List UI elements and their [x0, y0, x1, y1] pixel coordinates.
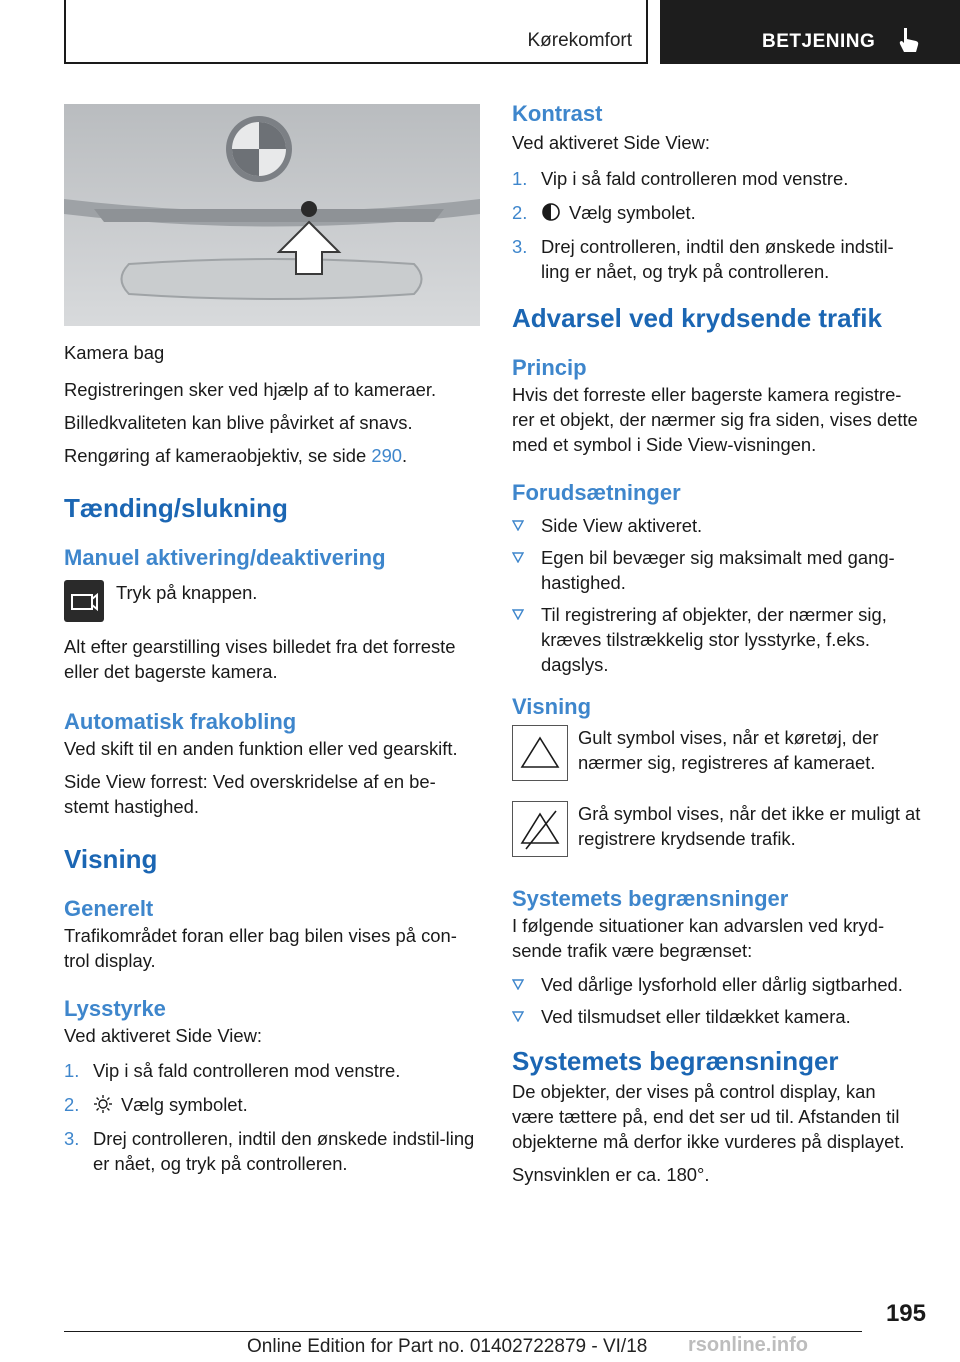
header-section-title: Kørekomfort — [527, 30, 632, 51]
paragraph: Ved aktiveret Side View: — [64, 1025, 262, 1046]
paragraph: I følgende situationer kan advarslen ved kryd-sende trafik være begrænset: — [512, 915, 885, 961]
header-chapter-tab — [660, 0, 960, 64]
heading-manual: Manuel aktivering/deaktivering — [64, 545, 386, 570]
step-text: Vip i så fald controlleren mod venstre. — [93, 1060, 401, 1081]
paragraph: Alt efter gearstilling vises billedet fra det forreste eller det bagerste kamera. — [64, 636, 456, 682]
heading-advarsel: Advarsel ved krydsende trafik — [512, 303, 882, 333]
step-number: 3. — [64, 1128, 80, 1149]
grey-symbol-text: Grå symbol vises, når det ikke er muligt at registrere krydsende trafik. — [578, 803, 921, 849]
heading-auto: Automatisk frakobling — [64, 709, 297, 734]
step-number: 2. — [512, 202, 528, 223]
paragraph: Billedkvaliteten kan blive påvirket af snavs. — [64, 412, 413, 433]
paragraph: Trafikområdet foran eller bag bilen vises på con-trol display. — [64, 925, 457, 971]
grey-symbol-row — [512, 801, 922, 857]
rear-camera-photo — [64, 104, 480, 326]
list-item-text: Ved dårlige lysforhold eller dårlig sigtbarhed. — [541, 974, 903, 995]
heading-begraensninger-1: Systemets begrænsninger — [512, 886, 789, 911]
triangle-bullet-icon — [512, 979, 524, 990]
page-link[interactable]: 290 — [371, 445, 403, 466]
list-item — [512, 545, 922, 595]
yellow-symbol-row — [512, 725, 922, 781]
list-item — [512, 234, 922, 284]
triangle-bullet-icon — [512, 552, 524, 563]
heading-begraensninger-2: Systemets begrænsninger — [512, 1046, 839, 1076]
heading-generelt: Generelt — [64, 896, 154, 921]
kontrast-steps — [512, 166, 922, 284]
step-number: 3. — [512, 236, 528, 257]
step-text: Vælg symbolet. — [569, 202, 696, 223]
list-item — [512, 972, 922, 997]
list-item-text: Ved tilsmudset eller tildækket kamera. — [541, 1006, 851, 1027]
heading-forudsaetninger: Forudsætninger — [512, 480, 681, 505]
heading-lysstyrke: Lysstyrke — [64, 996, 166, 1021]
list-item — [512, 513, 922, 538]
list-item-text: Til registrering af objekter, der nærmer sig, kræves tilstrækkelig stor lysstyrke, f.eks. dagslys. — [541, 604, 887, 675]
watermark: rsonline.info — [688, 1334, 808, 1356]
heading-visning: Visning — [64, 844, 158, 874]
left-column — [64, 104, 480, 1185]
list-item — [512, 602, 922, 677]
heading-visning-right: Visning — [512, 694, 592, 719]
yellow-symbol-text: Gult symbol vises, når et køretøj, der nærmer sig, registreres af kameraet. — [578, 727, 879, 773]
paragraph-text: Rengøring af kameraobjektiv, se side — [64, 445, 372, 466]
step-number: 1. — [64, 1060, 80, 1081]
side-view-button-icon — [64, 580, 104, 622]
footer-divider — [64, 1331, 862, 1332]
begraensninger-list — [512, 972, 922, 1029]
list-item — [512, 166, 922, 191]
lysstyrke-steps — [64, 1058, 480, 1176]
paragraph: Synsvinklen er ca. 180°. — [512, 1164, 710, 1185]
right-column — [512, 100, 922, 1187]
paragraph: Side View forrest: Ved overskridelse af en be-stemt hastighed. — [64, 771, 436, 817]
warning-triangle-crossed-icon — [512, 801, 568, 857]
header-section-tab — [64, 0, 648, 64]
paragraph: Ved aktiveret Side View: — [512, 132, 710, 153]
paragraph: Ved skift til en anden funktion eller ved gearskift. — [64, 738, 458, 759]
heading-princip: Princip — [512, 355, 587, 380]
list-item — [64, 1126, 480, 1176]
forudsaetninger-list — [512, 513, 922, 677]
pointing-hand-icon — [898, 26, 920, 54]
step-text: Drej controlleren, indtil den ønskede indstil-ling er nået, og tryk på controlleren. — [541, 236, 894, 282]
step-number: 1. — [512, 168, 528, 189]
list-item — [512, 200, 922, 225]
paragraph: Hvis det forreste eller bagerste kamera registre-rer et objekt, der nærmer sig fra siden, vises dette med et symbol i Side View-visningen. — [512, 384, 918, 455]
list-item — [64, 1092, 480, 1117]
step-text: Vip i så fald controlleren mod venstre. — [541, 168, 849, 189]
manual-button-row — [64, 580, 480, 622]
step-number: 2. — [64, 1094, 80, 1115]
paragraph-cleaning — [64, 443, 480, 468]
list-item — [512, 1004, 922, 1029]
heading-kontrast: Kontrast — [512, 101, 603, 126]
list-item — [64, 1058, 480, 1083]
triangle-bullet-icon — [512, 520, 524, 531]
paragraph: De objekter, der vises på control display, kan være tættere på, end det ser ud til. Afstanden til objekterne må derfor ikke vurderes på displayet. — [512, 1081, 905, 1152]
warning-triangle-icon — [512, 725, 568, 781]
footer-edition: Online Edition for Part no. 01402722879 - VI/18 — [247, 1336, 648, 1357]
brightness-icon — [93, 1094, 113, 1114]
page-number: 195 — [885, 1300, 926, 1327]
paragraph-end: . — [402, 445, 408, 466]
header-chapter-title: BETJENING — [762, 31, 876, 52]
photo-caption: Kamera bag — [64, 342, 165, 363]
list-item-text: Side View aktiveret. — [541, 515, 703, 536]
triangle-bullet-icon — [512, 1011, 524, 1022]
paragraph: Registreringen sker ved hjælp af to kameraer. — [64, 379, 437, 400]
contrast-icon — [541, 202, 561, 222]
step-text: Drej controlleren, indtil den ønskede indstil-ling er nået, og tryk på controlleren. — [93, 1128, 475, 1174]
step-text: Vælg symbolet. — [121, 1094, 248, 1115]
manual-text: Tryk på knappen. — [116, 582, 258, 603]
triangle-bullet-icon — [512, 609, 524, 620]
heading-toggle: Tænding/slukning — [64, 493, 288, 523]
list-item-text: Egen bil bevæger sig maksimalt med gang-hastighed. — [541, 547, 895, 593]
